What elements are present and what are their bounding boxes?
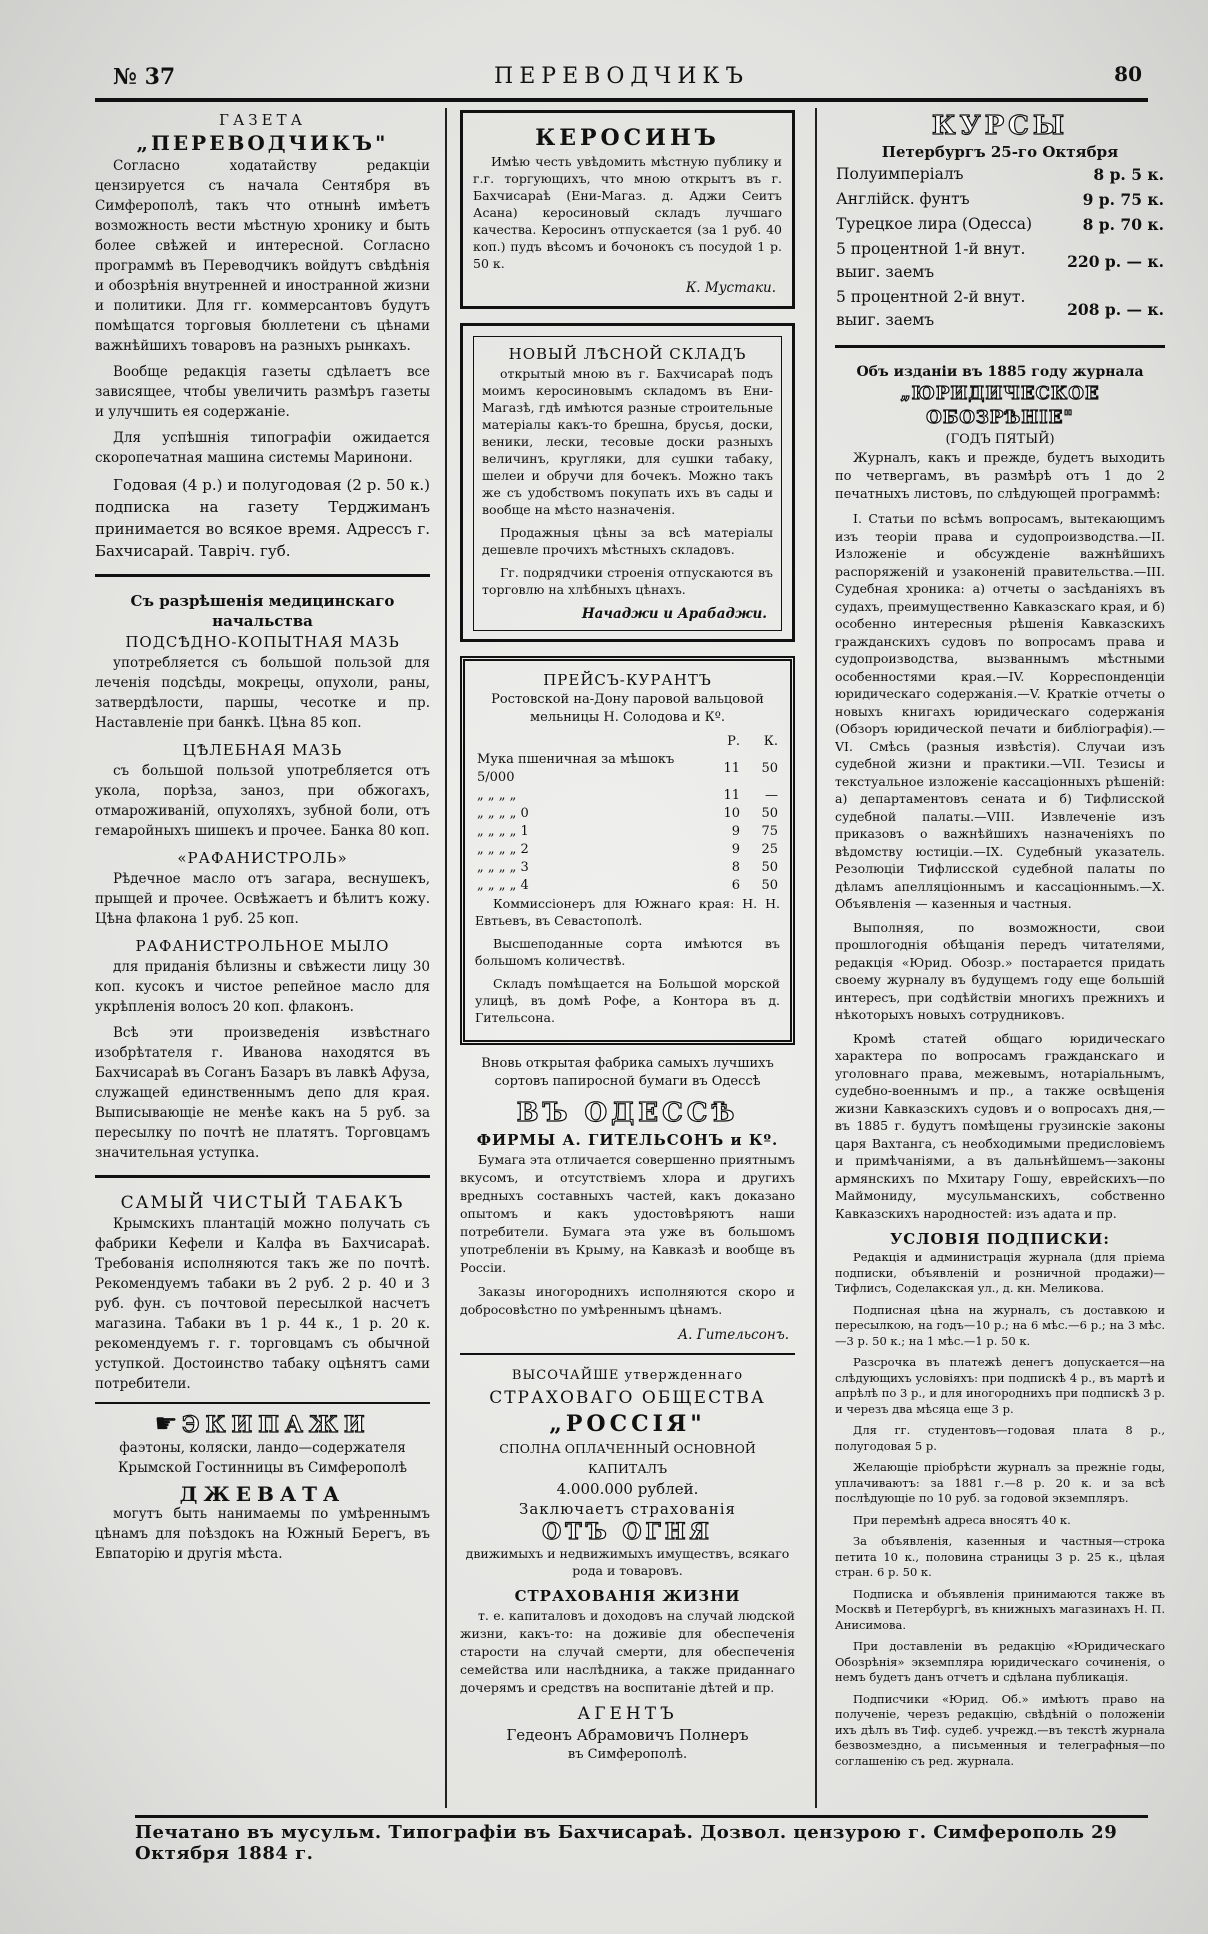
- kerosene-title: КЕРОСИНЪ: [535, 125, 720, 151]
- insurance-intro: ВЫСОЧАЙШЕ утвержденнаго: [511, 1368, 744, 1383]
- agent-name: Гедеонъ Абрамовичъ Полнеръ: [506, 1726, 749, 1744]
- carriages-owner: ДЖЕВАТА: [179, 1482, 346, 1506]
- table-row: Полуимперіалъ 8 р. 5 к.: [836, 165, 1164, 184]
- insurance-life: СТРАХОВАНІЯ ЖИЗНИ: [514, 1587, 741, 1605]
- lumber-text-3: Гг. подрядчики строенія отпускаются въ торговлю на хлѣбныхъ цѣнахъ.: [482, 565, 773, 597]
- column-right: [835, 110, 1165, 1775]
- rates-title: КУРСЫ: [931, 111, 1069, 141]
- ointment-2-title: ЦѢЛЕБНАЯ МАЗЬ: [182, 741, 343, 759]
- gazeta-paragraph: Для успѣшнія типографіи ожидается скоропечатная машина системы Маринони.: [95, 430, 430, 466]
- column-divider-2: [815, 108, 817, 1808]
- issue-number: № 37: [113, 64, 176, 90]
- agent-title: АГЕНТЪ: [577, 1704, 678, 1724]
- journal-program: I. Статьи по всѣмъ вопросамъ, вытекающимъ изъ теоріи права и судопроизводства.—II. Изложеніе и обсужденіе важнѣйшихъ распоряженій и узаконеній правительства.—III. Судебная хроника: а) отчеты о засѣданіяхъ въ судахъ, преимущественно Кавказскаго края, и б) особенно интересныя рѣшенія Кавказскихъ гражданскихъ судовъ по вопросамъ права и судопроизводства, вызваннымъ мѣстными особенностями края.—IV. Корреспонденціи юридическаго содержанія.—V. Краткіе отчеты о новыхъ книгахъ юридическаго содержанія (Обзоръ юридической печати и библіографія).—VI. Смѣсь (разныя извѣстія). Случаи изъ судебной жизни и практики.—VII. Тезисы и текстуальное изложеніе кассаціонныхъ рѣшеній: а) департаментовъ сената и б) Тифлисской судебной палаты.—VIII. Извлеченіе изъ приказовъ о важнѣйшихъ назначеніяхъ по вѣдомству юстиціи.—IX. Судебный указатель. Резолюціи Тифлисской судебной палаты по дѣламъ апелляціоннымъ и кассаціоннымъ.—X. Объявленія — казенныя и частныя.: [835, 511, 1165, 911]
- footer-rule: [135, 1815, 1148, 1818]
- insurance-title: СТРАХОВАГО ОБЩЕСТВА: [489, 1388, 766, 1408]
- price-list-agent: Коммиссіонеръ для Южнаго края: Н. Н. Евтьевъ, въ Севастополѣ.: [475, 896, 780, 928]
- pointing-hand-icon: ☛: [154, 1409, 178, 1439]
- lumber-title: НОВЫЙ ЛѢСНОЙ СКЛАДЪ: [508, 345, 747, 363]
- kerosene-text: Имѣю честь увѣдомить мѣстную публику и г.г. торгующихъ, что мною открытъ въ г. Бахчисараѣ (Ени-Магаз. д. Аджи Сеитъ Асана) керосиновый складъ лучшаго качества. Керосинъ отпускается (за 1 руб. 40 коп.) пудъ вѣсомъ и бочонокъ съ посудой 1 р. 50 к.: [473, 154, 782, 271]
- subscription-paragraph: Разсрочка въ платежѣ денегъ допускается—на слѣдующихъ условіяхъ: при подпискѣ 4 р., въ мартѣ и апрѣлѣ по 3 р., и для иногороднихъ при подпискѣ 3 р. и черезъ два мѣсяца еще 3 р.: [835, 1355, 1165, 1416]
- table-row: „ „ „ „ 2 9 25: [477, 842, 778, 857]
- table-row: Мука пшеничная за мѣшокъ 5/000 11 50: [477, 752, 778, 785]
- page-header: [95, 62, 1148, 102]
- rates-table: [835, 162, 1165, 333]
- price-list-subtitle: Ростовской на-Дону паровой вальцовой мельницы Н. Солодова и Кº.: [491, 692, 764, 725]
- carriages-title: ЭКИПАЖИ: [181, 1412, 371, 1438]
- gazeta-paragraph: Согласно ходатайству редакціи цензируется съ начала Сентября въ Симферополѣ, такъ что отнынѣ имѣетъ возможность вести мѣстную хронику и быть более свѣжей и интересной. Согласно программѣ въ Переводчикъ войдутъ свѣдѣнія и обозрѣнія внутренней и иностранной жизни и политики. Для гг. коммерсантовъ будутъ помѣщатся торговыя бюллетени съ цѣнами важнѣйшихъ товаровъ на разныхъ рынкахъ.: [95, 158, 430, 354]
- column-middle: [460, 110, 795, 1765]
- page-footer: [135, 1815, 1148, 1864]
- subscription-paragraph: При перемѣнѣ адреса вносятъ 40 к.: [853, 1512, 1071, 1527]
- subscription-paragraph: Подписчики «Юрид. Об.» имѣютъ право на полученіе, черезъ редакцію, свѣдѣній о положеніи ихъ дѣлъ въ Тиф. судеб. учрежд.—въ текстѣ журнала безвозмездно, а письменныя и телеграфныя—по соглашенію съ ред. журнала.: [835, 1691, 1165, 1768]
- section-rule: [460, 1353, 795, 1355]
- insurance-capital: 4.000.000 рублей.: [556, 1480, 699, 1498]
- subscription-paragraph: Подписка и объявленія принимаются также въ Москвѣ и Петербургѣ, въ книжныхъ магазинахъ Н. П. Анисимова.: [835, 1586, 1165, 1632]
- odessa-text: Бумага эта отличается совершенно приятнымъ вкусомъ, и отсутствіемъ хлора и другихъ вредныхъ составныхъ частей, какъ доказано опытомъ и какъ удостовѣряютъ наши потребители. Бумага эта уже въ большомъ употребленіи въ Крыму, на Кавказѣ и вообще въ Россіи.: [460, 1152, 795, 1275]
- kerosene-signature: К. Мустаки.: [685, 280, 776, 296]
- subscription-paragraph: Подписная цѣна на журналъ, съ доставкою и пересылкою, на годъ—10 р.; на 6 мѣс.—6 р.; на 3 мѣс.—3 р. 50 к.; на 1 мѣс.—1 р. 50 к.: [835, 1302, 1165, 1348]
- insurance-line-2: движимыхъ и недвижимыхъ имуществъ, всякаго рода и товаровъ.: [465, 1546, 790, 1578]
- journal-paragraph: Кромѣ статей общаго юридическаго характера по вопросамъ гражданскаго и уголовнаго права, межевымъ, нотаріальнымъ, судебно-военнымъ и пр., а также освѣщенія жизни Кавказскихъ судовъ и о вопросахъ дня,—въ 1885 г. будутъ помѣщены грузинскіе законы царя Вахтанга, съ необходимыми предисловіемъ и примѣчаніями, а въ дальнѣйшемъ—законы армянскихъ по Мхитару Гошу, еврейскихъ—по Маймониду, мусульманскихъ, собственно Кавказскихъ народностей: изъ адата и пр.: [835, 1030, 1165, 1221]
- tobacco-text: Крымскихъ плантацій можно получать съ фабрики Кефели и Калфа въ Бахчисараѣ. Требованія исполняются такъ же по почтѣ. Рекомендуемъ табаки въ 2 руб. 2 р. 40 и 3 руб. фун. съ почтовой пересылкой насчетъ магазина. Табаки въ 1 р. 44 к., 1 р. 20 к. рекомендуемъ г. г. торговцамъ съ обычной уступкой. Достоинство табаку оцѣнятъ сами потребители.: [95, 1216, 430, 1392]
- column-divider-1: [445, 108, 447, 1808]
- insurance-fire: ОТЪ ОГНЯ: [542, 1519, 713, 1545]
- journal-year: (ГОДЪ ПЯТЫЙ): [945, 432, 1055, 447]
- insurance-capital-label: СПОЛНА ОПЛАЧЕННЫЙ ОСНОВНОЙ КАПИТАЛЪ: [499, 1441, 756, 1476]
- odessa-firm: ФИРМЫ А. ГИТЕЛЬСОНЪ и Кº.: [476, 1131, 779, 1149]
- insurance-name: „РОССІЯ": [549, 1411, 706, 1437]
- odessa-intro: Вновь открытая фабрика самыхъ лучшихъ сортовъ папиросной бумаги въ Одессѣ: [481, 1056, 774, 1089]
- table-row: „ „ „ „ 0 10 50: [477, 806, 778, 821]
- ivanov-text: Всѣ эти произведенія извѣстнаго изобрѣтателя г. Иванова находятся въ Бахчисараѣ въ Соганъ Базаръ въ лавкѣ Афуза, служащей единственнымъ депо для края. Выписывающіе не менѣе какъ на 5 руб. за пересылку по почтѣ не платятъ. Торговцамъ значительная уступка.: [95, 1025, 430, 1161]
- journal-title: „ЮРИДИЧЕСКОЕ ОБОЗРѢНІЕ": [900, 383, 1100, 428]
- ointment-1-title: ПОДСѢДНО-КОПЫТНАЯ МАЗЬ: [125, 633, 400, 651]
- table-row: „ „ „ „ 4 6 50: [477, 878, 778, 893]
- subscription-paragraph: Редакція и администрація журнала (для пріема подписки, объявленій и розничной продажи)—Тифлисъ, Соделакская ул., д. кн. Меликова.: [835, 1250, 1165, 1295]
- insurance-text: т. е. капиталовъ и доходовъ на случай людской жизни, какъ-то: на доживіе для обеспеченія старости на случай смерти, для обеспеченія семейства или наслѣдника, а также приданнаго дочерямъ и средствъ на воспитаніе дѣтей и пр.: [460, 1608, 795, 1695]
- ointment-1-text: употребляется съ большой пользой для леченія подсѣды, мокрецы, опухоли, раны, затвердѣлости, паршы, чесотке и пр. Наставленіе при банкѣ. Цѣна 85 коп.: [95, 655, 430, 731]
- masthead-title: ПЕРЕВОДЧИКЪ: [494, 64, 749, 89]
- subscription-paragraph: Желающіе пріобрѣсти журналъ за прежніе годы, уплачиваютъ: за 1881 г.—8 р. 20 к. и за всѣ послѣдующіе по 10 руб. за годовой экземпляръ.: [835, 1460, 1165, 1505]
- rafanistrol-title: «РАФАНИСТРОЛЬ»: [177, 849, 348, 867]
- journal-paragraph: Журналъ, какъ и прежде, будетъ выходить по четвергамъ, въ размѣрѣ отъ 1 до 2 печатныхъ листовъ, по слѣдующей программѣ:: [835, 451, 1165, 502]
- section-rule: [835, 345, 1165, 348]
- price-table: [475, 733, 780, 895]
- gazeta-subscription: Годовая (4 р.) и полугодовая (2 р. 50 к.) подписка на газету Терджиманъ принимается во всякое время. Адрессъ г. Бахчисарай. Тавріч. губ.: [95, 476, 430, 560]
- subscription-paragraph: За объявленія, казенныя и частныя—строка петита 10 к., половина страницы 3 р. 25 к., цѣлая стран. 6 р. 50 к.: [835, 1534, 1165, 1579]
- price-list-title: ПРЕЙСЪ-КУРАНТЪ: [543, 671, 712, 689]
- price-list-note: Высшеподанные сорта имѣются въ большомъ количествѣ.: [475, 936, 780, 968]
- section-rule: [95, 1402, 430, 1404]
- table-row: „ „ „ „ 1 9 75: [477, 824, 778, 839]
- soap-title: РАФАНИСТРОЛЬНОЕ МЫЛО: [135, 937, 390, 955]
- insurance-line: Заключаетъ страхованія: [519, 1500, 736, 1518]
- lumber-text-2: Продажныя цѣны за всѣ матеріалы дешевле прочихъ мѣстныхъ складовъ.: [482, 525, 773, 557]
- rates-date: Петербургъ 25-го Октября: [881, 143, 1119, 161]
- carriages-heading: [95, 1409, 430, 1439]
- journal-paragraph: Выполняя, по возможности, свои прошлогоднія обѣщанія передъ читателями, редакція «Юрид. Обозр.» постарается придать своему журналу въ будущемъ году еще большій интересъ, при содѣйствіи многихъ прежнихъ и нѣкоторыхъ новыхъ сотрудниковъ.: [835, 919, 1165, 1022]
- table-row: Турецкое лира (Одесса) 8 р. 70 к.: [836, 215, 1164, 234]
- table-row: „ „ „ „ 3 8 50: [477, 860, 778, 875]
- journal-intro: Объ изданіи въ 1885 году журнала: [856, 364, 1144, 380]
- rafanistrol-text: Рѣдечное масло отъ загара, веснушекъ, прыщей и прочее. Освѣжаетъ и бѣлитъ кожу. Цѣна флакона 1 руб. 25 коп.: [95, 871, 430, 927]
- lumber-signature: Начаджи и Арабаджи.: [581, 606, 767, 622]
- odessa-text-2: Заказы иногороднихъ исполняются скоро и добросовѣстно по умѣреннымъ цѣнамъ.: [460, 1284, 795, 1317]
- price-list-ad: [460, 656, 795, 1045]
- gazeta-heading: ГАЗЕТА: [219, 111, 306, 129]
- lumber-text: открытый мною въ г. Бахчисараѣ подъ моимъ керосиновымъ складомъ въ Ени-Магазѣ, гдѣ имѣются разные строительные матеріалы какъ-то брешна, брусья, доски, веники, лески, тесовые доски разныхъ величинъ, кругляки, для сушки табаку, шелеи и обручи для бочекъ. Можно такъ же съ удобствомъ покупать ихъ въ сады и вообще на мѣсто назначенія.: [482, 366, 773, 517]
- medical-heading: Съ разрѣшенія медицинскаго начальства: [130, 592, 395, 630]
- imprint-text: Печатано въ мусульм. Типографіи въ Бахчисараѣ. Дозвол. цензурою г. Симферополь 29 Октября 1884 г.: [135, 1822, 1118, 1864]
- subscription-paragraph: При доставленіи въ редакцію «Юридическаго Обозрѣнія» экземпляра юридическаго сочиненія, о немъ будетъ данъ отчетъ и сдѣлана публикація.: [835, 1639, 1165, 1684]
- header-rule: [95, 98, 1148, 102]
- tobacco-title: САМЫЙ ЧИСТЫЙ ТАБАКЪ: [120, 1193, 405, 1213]
- subscription-paragraph: Для гг. студентовъ—годовая плата 8 р., полугодовая 5 р.: [835, 1423, 1165, 1453]
- odessa-signature: А. Гительсонъ.: [677, 1327, 789, 1343]
- section-rule: [95, 1175, 430, 1178]
- price-table-header: Р. К.: [727, 734, 778, 749]
- table-row: „ „ „ „ 11 —: [477, 788, 778, 803]
- odessa-title: ВЪ ОДЕССѢ: [516, 1098, 739, 1128]
- table-row: Англійск. фунтъ 9 р. 75 к.: [836, 190, 1164, 209]
- carriages-text-2: могутъ быть нанимаемы по умѣреннымъ цѣнамъ для поѣздокъ на Южный Берегъ, въ Евпаторію и другія мѣста.: [95, 1506, 430, 1562]
- agent-city: въ Симферополѣ.: [567, 1747, 688, 1762]
- column-left: [95, 110, 430, 1570]
- gazeta-paragraph: Вообще редакція газеты сдѣлаетъ все зависящее, чтобы увеличить размѣръ газеты и улучшить ея содержаніе.: [95, 364, 430, 420]
- subscription-title: УСЛОВІЯ ПОДПИСКИ:: [890, 1230, 1110, 1248]
- table-row: 5 процентной 1-й внут. выиг. заемъ 220 р. — к.: [836, 240, 1164, 281]
- soap-text: для приданія бѣлизны и свѣжести лицу 30 коп. кусокъ и чистое репейное масло для укрѣпленія волосъ 20 коп. флаконъ.: [95, 959, 430, 1015]
- kerosene-ad: [460, 110, 795, 309]
- table-row: 5 процентной 2-й внут. выиг. заемъ 208 р. — к.: [836, 288, 1164, 329]
- section-rule: [95, 574, 430, 577]
- gazeta-title: „ПЕРЕВОДЧИКЪ": [136, 131, 389, 155]
- ointment-2-text: съ большой пользой употребляется отъ укола, порѣза, заноз, при обжогахъ, отмароживаній, опухоляхъ, зубной боли, отъ гемаройныхъ шишекъ и прочее. Банка 80 коп.: [95, 763, 430, 839]
- lumber-ad: [460, 323, 795, 642]
- price-list-warehouse: Складъ помѣщается на Большой морской улицѣ, въ домѣ Рофе, а Контора въ д. Гительсона.: [475, 976, 780, 1025]
- carriages-text: фаэтоны, коляски, ландо—содержателя Крымской Гостинницы въ Симферополѣ: [117, 1440, 408, 1476]
- page-number: 80: [1114, 62, 1142, 86]
